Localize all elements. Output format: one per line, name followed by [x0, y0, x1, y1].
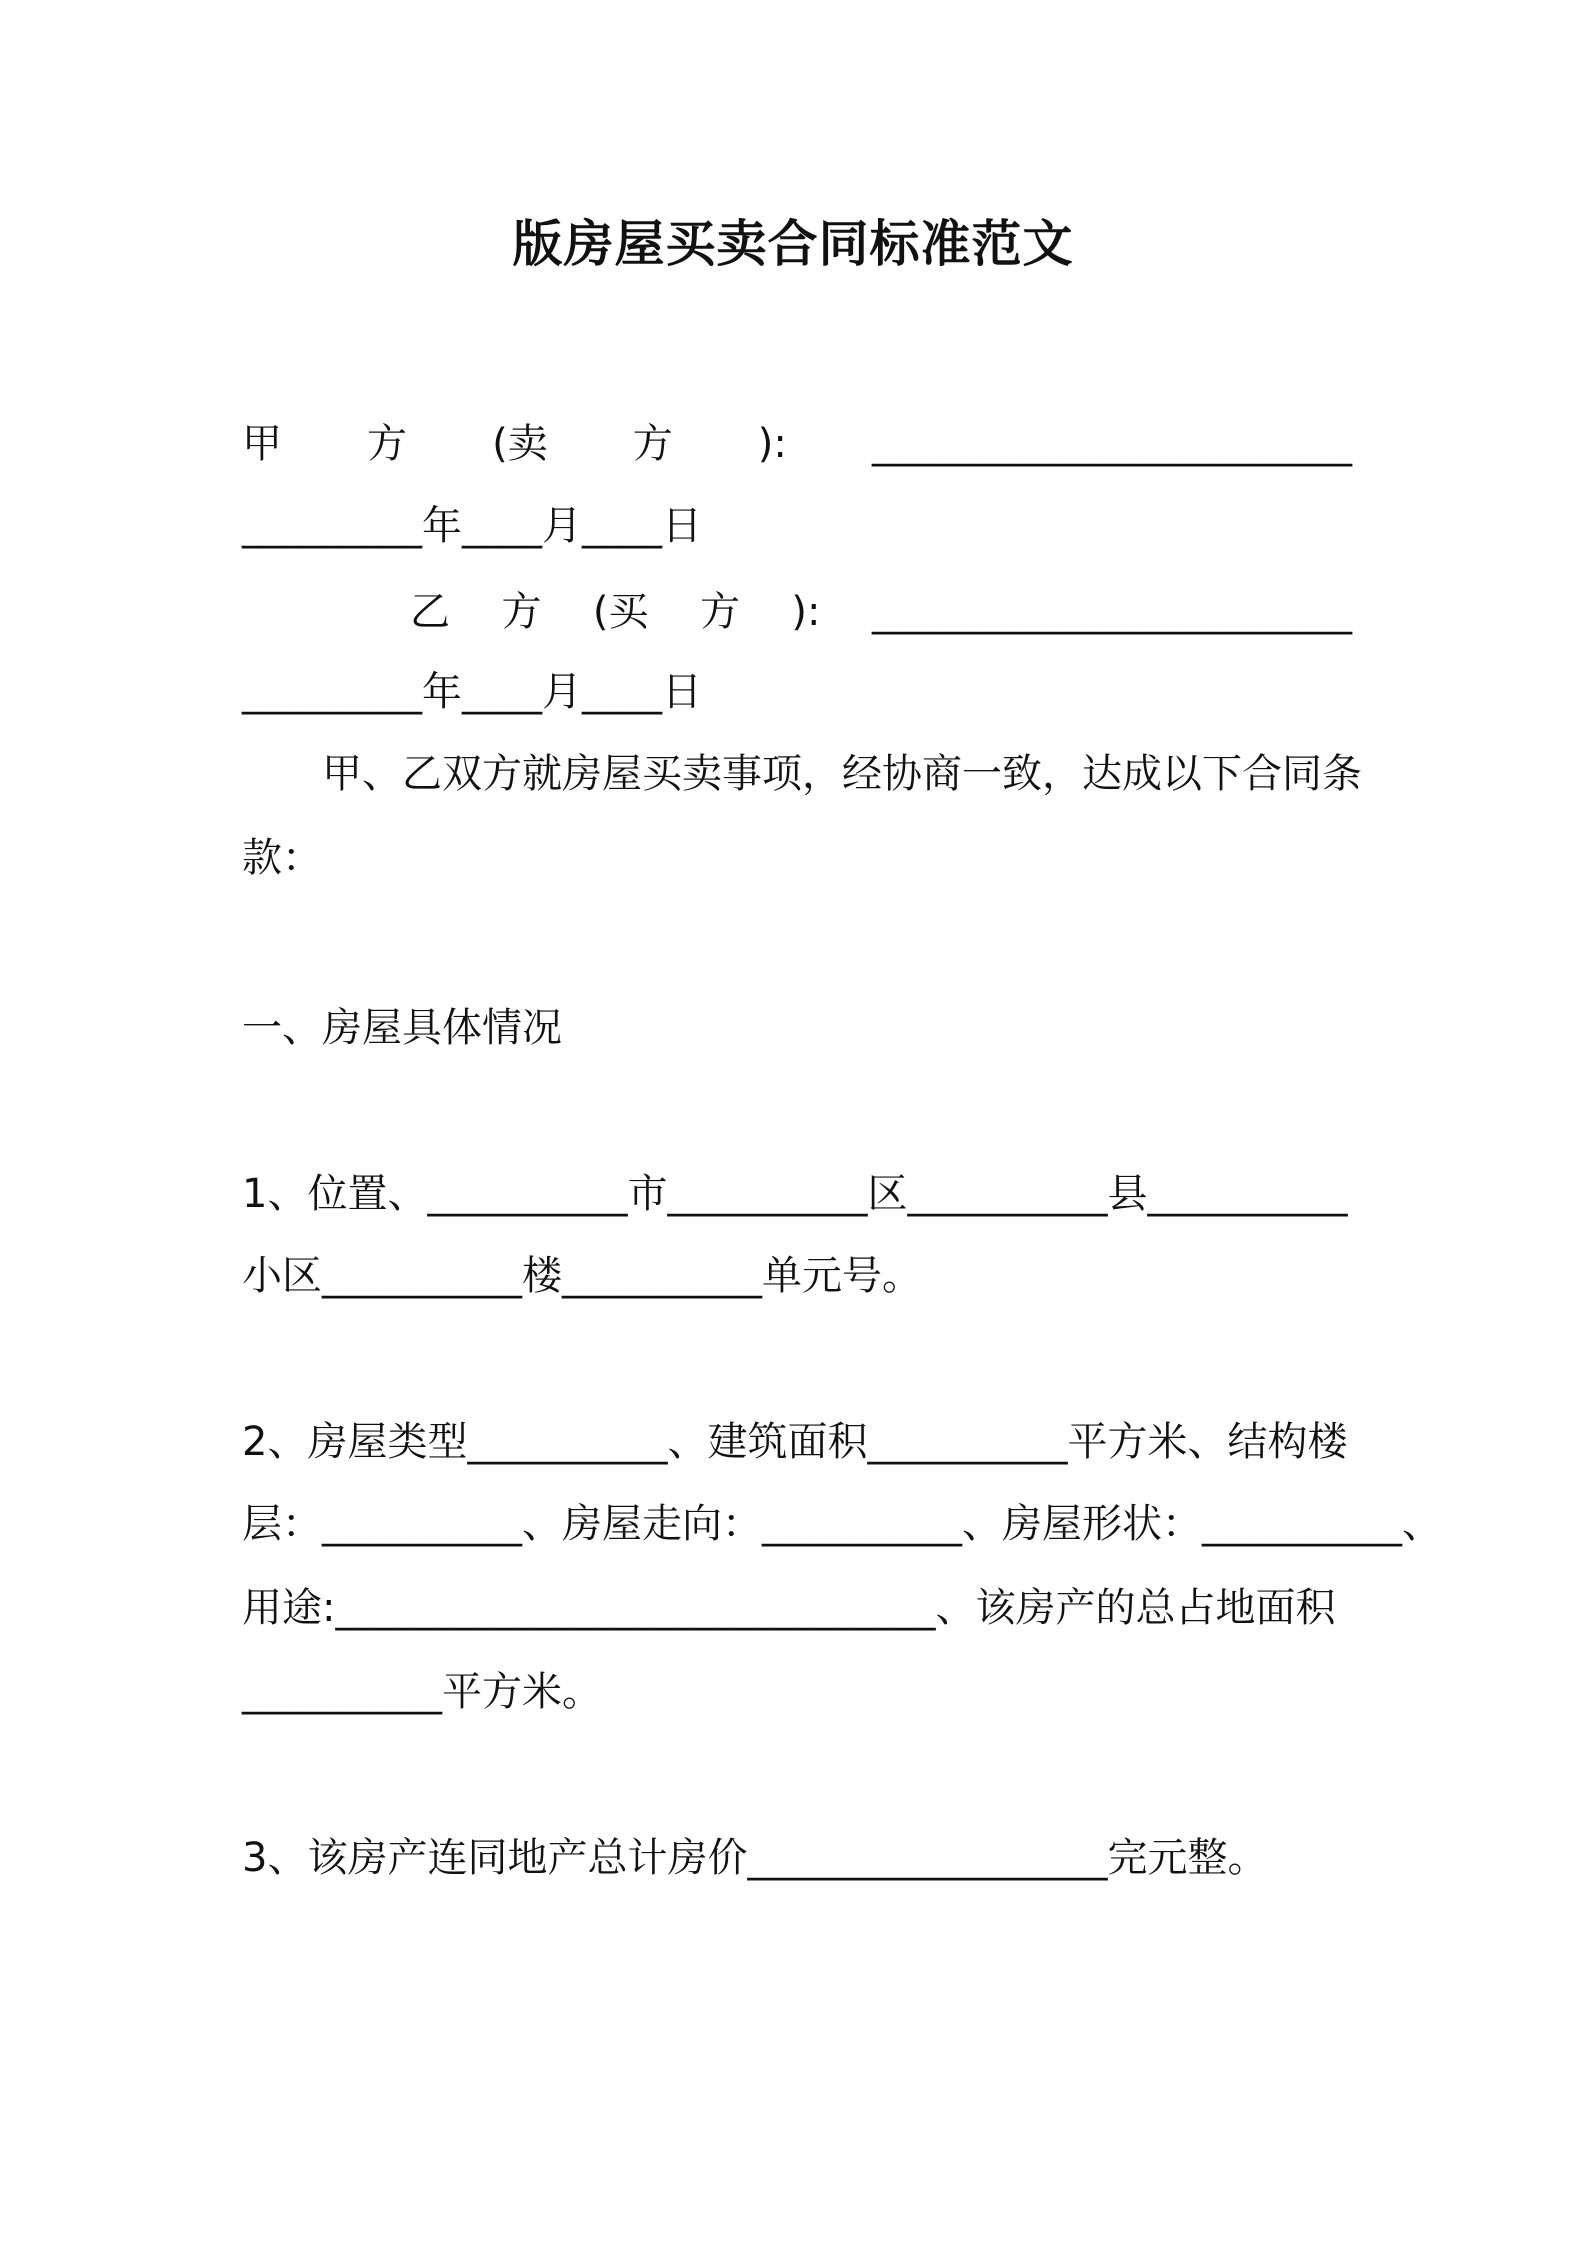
item-1-line-1[interactable]: 1、位置、__________市__________区__________县__________ — [242, 1171, 1348, 1217]
party-a-char: (卖 — [492, 421, 548, 467]
section-1-heading: 一、房屋具体情况 — [242, 1005, 562, 1051]
party-a-date-line[interactable]: _________年____月____日 — [242, 503, 702, 549]
item-3-line-1[interactable]: 3、该房产连同地产总计房价__________________完元整。 — [242, 1835, 1268, 1881]
intro-line-1: 甲、乙双方就房屋买卖事项，经协商一致，达成以下合同条 — [322, 751, 1362, 797]
party-b-date-line[interactable]: _________年____月____日 — [242, 669, 702, 715]
document-title: 版房屋买卖合同标准范文 — [512, 215, 1074, 273]
item-2-line-1[interactable]: 2、房屋类型__________、建筑面积__________平方米、结构楼 — [242, 1419, 1348, 1465]
item-1-line-2[interactable]: 小区__________楼__________单元号。 — [242, 1253, 922, 1299]
party-b-char: (买 — [592, 589, 649, 635]
party-a-char: 方 — [367, 421, 408, 467]
party-b-line — [410, 584, 1352, 640]
party-a-char: 甲 — [242, 421, 282, 467]
party-a-char: ): — [757, 421, 787, 467]
intro-line-2: 款： — [242, 835, 322, 881]
party-b-char: 乙 — [410, 589, 450, 635]
item-2-line-2[interactable]: 层：__________、房屋走向：__________、房屋形状：__________、 — [242, 1501, 1442, 1547]
party-a-char: 方 — [632, 421, 673, 467]
item-2-line-4[interactable]: __________平方米。 — [242, 1669, 602, 1715]
item-2-line-3[interactable]: 用途:______________________________、该房产的总占地面积 — [242, 1585, 1336, 1631]
party-b-char: ): — [791, 589, 821, 635]
party-a-name-blank[interactable]: ________________________ — [871, 421, 1352, 467]
party-b-name-blank[interactable]: ________________________ — [871, 589, 1352, 635]
party-b-char: 方 — [501, 589, 542, 635]
party-b-char: 方 — [699, 589, 740, 635]
party-a-line — [242, 416, 1352, 472]
